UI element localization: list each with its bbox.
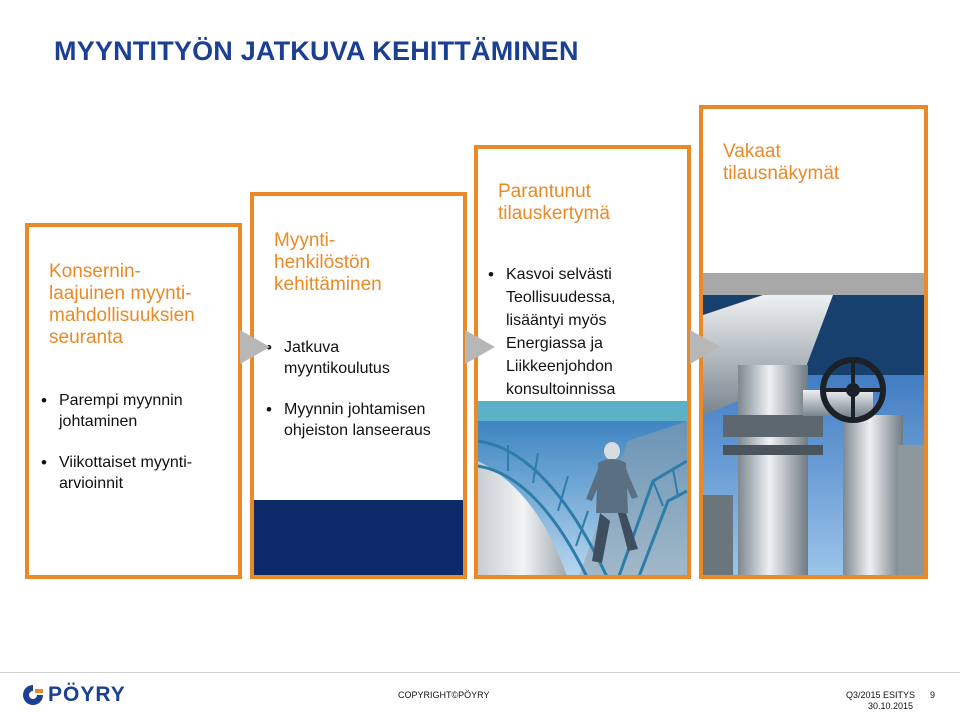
step-2-bullet-1: • Jatkuva myyntikoulutus <box>264 337 467 379</box>
gray-band <box>703 273 924 295</box>
footer-divider <box>0 672 960 673</box>
blue-band <box>254 500 463 579</box>
step-box-3 <box>474 145 691 579</box>
step-3-bullets <box>486 263 691 421</box>
slide-title: MYYNTITYÖN JATKUVA KEHITTÄMINEN <box>54 36 579 66</box>
teal-band <box>478 401 687 421</box>
poyry-logo-mark-icon <box>20 683 46 707</box>
step-box-2 <box>250 192 467 579</box>
arrow-1-icon <box>240 330 270 364</box>
step-2-bullet-2: • Myynnin johtamisen ohjeiston lanseeraus <box>264 399 467 441</box>
presentation-label: Q3/2015 ESITYS <box>846 690 916 700</box>
step-3-bullet-1: • Kasvoi selvästi Teollisuudessa, lisääntyi myös Energiassa ja Liikkeenjohdon konsultoinnissa <box>486 263 691 401</box>
step-box-4 <box>699 105 928 579</box>
step-2-bullets <box>264 337 467 461</box>
step-1-bullet-1: • Parempi myynnin johtaminen <box>39 390 239 432</box>
copyright-text: COPYRIGHT©PÖYRY <box>398 690 490 700</box>
step-3-heading: Parantunut tilauskertymä <box>498 181 610 224</box>
worker-stairs-photo <box>478 421 687 579</box>
step-2-heading: Myynti- henkilöstön kehittäminen <box>274 230 382 295</box>
step-1-heading: Konsernin- laajuinen myynti- mahdollisuuksien seuranta <box>49 261 195 348</box>
presentation-date: 30.10.2015 <box>868 701 914 711</box>
step-1-bullets <box>39 390 239 514</box>
poyry-logo-text: PÖYRY <box>48 683 126 706</box>
page-number: 9 <box>930 690 936 700</box>
arrow-2-icon <box>465 330 495 364</box>
step-1-bullet-2: • Viikottaiset myynti- arvioinnit <box>39 452 239 494</box>
step-4-heading: Vakaat tilausnäkymät <box>723 141 840 184</box>
pipes-valve-photo <box>703 295 924 579</box>
step-box-1 <box>25 223 242 579</box>
arrow-3-icon <box>690 330 720 364</box>
